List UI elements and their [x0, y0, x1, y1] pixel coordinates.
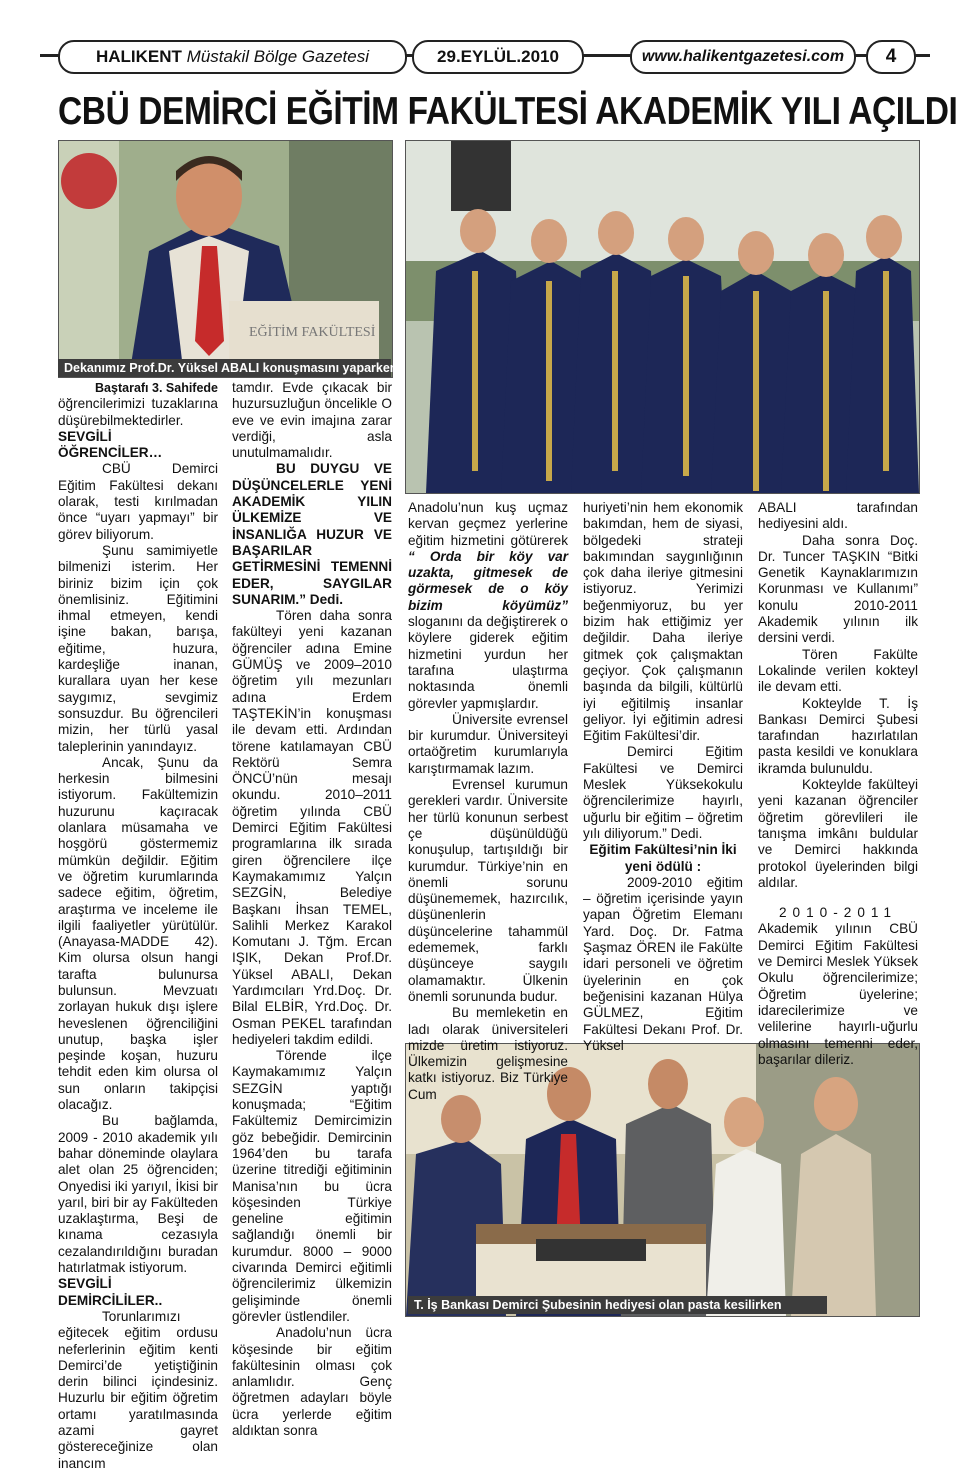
paper-brand: HALIKENT: [95, 47, 182, 66]
col1-para-1: öğrencilerimizi tuzaklarına düşürebilmektedirler.: [58, 396, 218, 428]
col3-para-3: Evrensel kurumun gerekleri vardır. Üniversite her türlü konunun serbest çe düşünüldüğü konuşulup, tartışıldığı bir kurumdur. Türkiye’nin en önemli sorunu düşünememek, hazırcılık, düşünenlerin düşüncelerine tahammül edememek, farklı düşünceye saygılı olamamaktır. Ülkenin önemli sorununda budur.: [408, 777, 568, 1004]
col2-para-1: tamdır. Evde çıkacak bir huzursuzluğun öncelikle O eve ve evin imajına zarar verdiği, asla unutulmamalıdır.: [232, 380, 392, 461]
col2-para-4: Anadolu’nun ücra köşesinde bir eğitim fakültesinin olması çok anlamlıdır. Genç öğretmen adayları böyle ücra yerlerde eğitim aldıktan sonra: [232, 1325, 392, 1438]
col1-heading-1: SEVGİLİ ÖĞRENCİLER…: [58, 428, 163, 461]
faculty-group-illustration: [406, 141, 919, 493]
website-link[interactable]: www.halikentgazetesi.com: [630, 40, 856, 74]
col4-para-2: Demirci Eğitim Fakültesi ve Demirci Meslek Yüksekokulu öğrencilerimize hayırlı, uğurlu bir eğitim – öğretim yılı diliyorum.” Dedi.: [583, 744, 743, 841]
col1-para-2: CBÜ Demirci Eğitim Fakültesi dekanı olarak, testi kırılmadan önce “uyarı yapmayı” bir görev biliyorum.: [58, 461, 218, 542]
col5-para-1: ABALI tarafından hediyesini aldı.: [758, 500, 918, 532]
faculty-group-photo: [405, 140, 920, 494]
col3-para-2: Üniversite evrensel bir kurumdur. Üniversiteyi ortaöğretim kurumlarıyla karıştırmamak lazım.: [408, 711, 568, 776]
page-number: 4: [866, 40, 916, 74]
col5-para-5: Kokteylde fakülteyi yeni kazanan öğrenciler öğretim görevlileri ile tanışma imkânı buldular ve Demirci hakkında protokol üyelerinden bilgi aldılar.: [758, 777, 918, 890]
col5-para-2: Daha sonra Doç. Dr. Tuncer TAŞKIN “Bitki Genetik Kaynaklarımızın Korunması ve Kullanımı” konulu 2010-2011 Akademik yılının ilk dersini verdi.: [758, 532, 918, 646]
dean-photo: [58, 140, 393, 378]
issue-date: 29.EYLÜL.2010: [412, 40, 584, 74]
dean-photo-illustration: [59, 141, 392, 377]
col5-year: 2010-2011: [779, 905, 897, 921]
article-column-1: [58, 380, 218, 1471]
col3-para-1a: Anadolu’nun kuş uçmaz kervan geçmez yerlerine eğitim hizmetini götürerek: [408, 500, 568, 548]
article-column-4: [583, 500, 743, 1053]
dean-photo-caption: Dekanımız Prof.Dr. Yüksel ABALI konuşmasını yaparken: [58, 359, 391, 377]
col5-para-3: Tören Fakülte Lokalinde verilen kokteyl ile devam etti.: [758, 646, 918, 695]
col2-para-2: Tören daha sonra fakülteyi yeni kazanan öğrenciler adına Emine GÜMÜŞ ve 2009–2010 öğretim yılı mezunları adına Erdem TAŞTEKİN’in konuşması ile devam etti. Ardından törene katılamayan CBÜ Rektörü Semra ÖNCÜ’nün mesajı okundu. 2010–2011 öğretim yılında CBÜ Demirci Eğitim Fakültesi programlarına ilk sırada giren öğrencilere ilçe Kaymakamımız Yalçın SEZGİN, Belediye Başkanı İhsan TEMEL, Salihli Merkez Karakol Komutanı J. Tğm. Ercan IŞIK, Dekan Prof.Dr. Yüksel ABALI, Dekan Yardımcıları Yrd.Doç. Dr. Bilal ELBİR, Yrd.Doç. Dr. Osman PEKEL tarafından hediyeleri takdim edildi.: [232, 608, 392, 1047]
col5-para-4: Kokteylde T. İş Bankası Demirci Şubesi tarafından hazırlatılan pasta kesildi ve konuklara ikramda bulunuldu.: [758, 695, 918, 776]
col4-para-3: 2009-2010 eğitim – öğretim içerisinde yayın yapan Öğretim Elemanı Yard. Doç. Dr. Fatma Şaşmaz ÖREN ile Fakülte idari personeli ve öğretim üyelerinin en çok beğenisini kazanan Hülya GÜLMEZ, Eğitim Fakültesi Dekanı Prof. Dr. Yüksel: [583, 874, 743, 1053]
col4-heading: Eğitim Fakültesi’nin İki yeni ödülü :: [589, 842, 737, 874]
col4-para-1: huriyeti’nin hem ekonomik bakımdan, hem de siyasi, bölgedeki strateji bakımından saygınlığının çok daha ileriye gitmesini istiyoruz. Yerimizi beğenmiyoruz, bu yer bizim hak ettiğimiz yer değildir. Daha ileriye gitmek çok çalışmaktan geçiyor. Çok çalışmanın başında da bilgili, kültürlü iyi eğitilmiş insanlar geliyor. İyi eğitimin adresi Eğitim Fakültesi’dir.: [583, 500, 743, 744]
headline: CBÜ DEMİRCİ EĞİTİM FAKÜLTESİ AKADEMİK YILI AÇILDI: [58, 90, 958, 133]
col3-slogan: “ Orda bir köy var uzakta, gitmesek de görmesek de o köy bizim köyümüz”: [408, 548, 568, 613]
paper-subtitle: Müstakil Bölge Gazetesi: [186, 47, 370, 66]
podium-sign-text: EĞİTİM FAKÜLTESİ: [249, 325, 376, 340]
col1-para-4: Ancak, Şunu da herkesin bilmesini istiyorum. Fakültemizin huzurunu kaçıracak olanlara müsamaha ve hoşgörü göstermemiz mümkün değildir. Eğitim ve öğretim kurumlarında sadece eğitim, öğretim, araştırma ve inceleme ile ilgili faaliyetler yürütülür. (Anayasa-MADDE 42). Kim olursa olsun hangi tarafta bulunursa bulunsun. Mevzuatı zorlayan hukuk dışı işlere heveslenen öğrenciliğini unutup, başka işler peşinde koşan, huzuru tehdit eden kim olursa ol sun onların takipçisi olacağız.: [58, 754, 218, 1113]
continued-from-note: Baştarafı 3. Sahifede: [95, 381, 218, 395]
col5-para-7: Akademik yılının CBÜ Demirci Eğitim Fakültesi ve Demirci Meslek Yüksek Okulu öğrencilerimize; Öğretim üyelerine; idarecilerimize ve velilerine hayırlı-uğurlu olmasını temenni eder, başarılar dileriz.: [758, 921, 918, 1067]
col1-para-6: Torunlarımızı eğitecek eğitim ordusu neferlerinin eğitim kenti Demirci’de yetiştiğinin derin bilinci içindesiniz. Huzurlu bir eğitim öğretim ortamı yaratılmasında azami gayret göstereceğinize olan inancım: [58, 1308, 218, 1471]
cake-photo-caption: T. İş Bankası Demirci Şubesinin hediyesi olan pasta kesilirken: [408, 1296, 827, 1314]
col2-quote: BU DUYGU VE DÜŞÜNCELERLE YENİ AKADEMİK YILIN ÜLKEMİZE VE İNSANLIĞA HUZUR VE BAŞARILAR GETİRMESİNİ TEMENNİ EDER, SAYGILAR SUNARIM.” Dedi.: [232, 461, 392, 607]
col2-para-3: Törende ilçe Kaymakamımız Yalçın SEZGİN yaptığı konuşmada; “Eğitim Fakültemiz Demircimizin göz bebeğidir. Demircinin 1964’den bu tarafa üzerine titrediği eğitiminin Manisa’nın bu ücra köşesinden Türkiye geneline eğitimin sağlandığı önemli bir kurumdur. 8000 – 9000 civarında Demirci eğitimli öğrencilerimiz ülkemizin gelişiminde önemli görevler üstlendiler.: [232, 1048, 392, 1324]
article-column-2: [232, 380, 392, 1438]
paper-name: [58, 40, 407, 74]
col1-heading-2: SEVGİLİ DEMİRCİLİLER..: [58, 1276, 163, 1308]
col3-para-4: Bu memleketin en ladı olarak üniversiteleri mizde üretim istiyoruz. Ülkemizin gelişmesine katkı istiyoruz. Biz Türkiye Cum: [408, 1005, 568, 1102]
article-column-5: [758, 500, 918, 1067]
col1-para-5: Bu bağlamda, 2009 - 2010 akademik yılı bahar döneminde olaylara alet olan 25 öğrenciden; Onyedisi iki yarıyıl, İkisi bir yarıl, biri bir ay Fakülteden uzaklaştırma, Beşi de kınama cezasıyla cezalandırıldığını buradan hatırlatmak istiyorum.: [58, 1113, 218, 1276]
col1-para-3: Şunu samimiyetle bilmenizi isterim. Her biriniz bizim için çok önemlisiniz. Eğitimini ihmal etmeyen, kendi işine bakan, barışa, eğitime, huzura, kardeşliğe inanan, kurallara uyan her kese saygımız, sevgimiz sonsuzdur. Bu öğrencileri mizin, her türlü yasal taleplerinin yanındayız.: [58, 542, 218, 754]
article-column-3: [408, 500, 568, 1102]
col3-para-1c: sloganını da değiştirerek o köylere giderek eğitim hizmetini yurdun her tarafına ulaştırma noktasında önemli görevler yapmışlardır.: [408, 614, 568, 711]
